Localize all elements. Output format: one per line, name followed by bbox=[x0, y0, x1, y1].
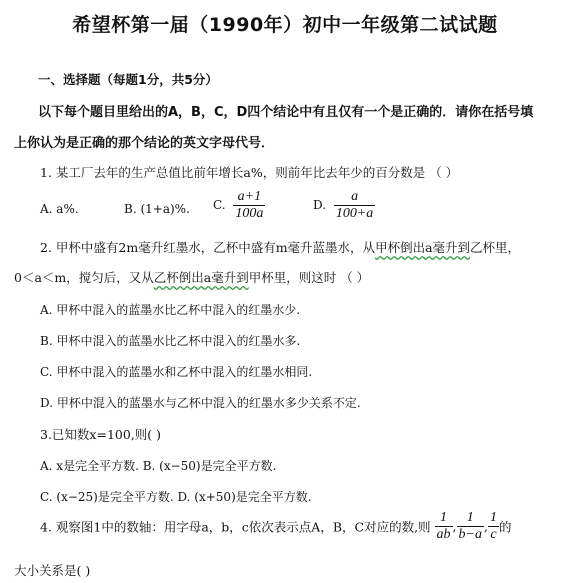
question-3-text: 3.已知数x=100,则( ) bbox=[40, 427, 162, 442]
fraction-denominator: 100+a bbox=[335, 206, 374, 221]
question-1-option-c bbox=[213, 189, 265, 222]
fraction-numerator: a+1 bbox=[237, 189, 262, 204]
fraction-denominator: b−a bbox=[458, 527, 482, 542]
question-1-option-d bbox=[313, 189, 375, 222]
question-1-text: 1. 某工厂去年的生产总值比前年增长a%，则前年比去年少的百分数是 （ ） bbox=[40, 165, 459, 180]
question-3-options-cd: C. (x−25)是完全平方数. D. (x+50)是完全平方数. bbox=[40, 490, 312, 504]
fraction-numerator: 1 bbox=[466, 510, 474, 525]
question-2-option-b: B. 甲杯中混入的蓝墨水比乙杯中混入的红墨水多. bbox=[40, 334, 301, 348]
q2-line2-pre: 0＜a＜m，搅匀后，又从 bbox=[14, 270, 154, 285]
fraction-numerator: a bbox=[351, 189, 359, 204]
option-c-fraction bbox=[233, 189, 265, 222]
q4-fraction-2 bbox=[457, 510, 484, 543]
instructions-line1: 以下每个题目里给出的A，B，C，D四个结论中有且仅有一个是正确的．请你在括号填 bbox=[38, 105, 534, 120]
q2-line2-underlined: 乙杯倒出a毫升到 bbox=[153, 270, 249, 285]
section-heading: 一、选择题（每题1分，共5分） bbox=[38, 72, 218, 87]
fraction-numerator: 1 bbox=[440, 510, 448, 525]
question-2-line1 bbox=[40, 238, 520, 256]
fraction-denominator: ab bbox=[436, 527, 451, 542]
q4-fraction-1 bbox=[435, 510, 453, 543]
fraction-numerator: 1 bbox=[489, 510, 497, 525]
instructions-line2: 上你认为是正确的那个结论的英文字母代号． bbox=[14, 136, 275, 151]
question-3-options-ab: A. x是完全平方数. B. (x−50)是完全平方数. bbox=[40, 459, 277, 473]
q4-text: 4. 观察图1中的数轴：用字母a，b，c依次表示点A，B，C对应的数,则 bbox=[40, 519, 431, 535]
q4-fraction-3 bbox=[488, 510, 499, 543]
question-1-option-a: A. a%. bbox=[40, 202, 79, 216]
question-2-option-c: C. 甲杯中混入的蓝墨水和乙杯中混入的红墨水相同. bbox=[40, 365, 313, 379]
fraction-denominator: 100a bbox=[235, 206, 264, 221]
q4-separator: , bbox=[483, 519, 488, 534]
question-4-line1 bbox=[40, 510, 511, 543]
q2-line1-underlined: 甲杯倒出a毫升到 bbox=[375, 240, 471, 255]
fraction-denominator: c bbox=[488, 526, 499, 543]
option-d-label: D. bbox=[313, 198, 327, 212]
question-2-line2 bbox=[14, 268, 369, 286]
q2-line1-post: 乙杯里， bbox=[470, 240, 521, 255]
question-1-option-b: B. (1+a)%. bbox=[124, 202, 190, 216]
option-c-label: C. bbox=[213, 198, 226, 212]
q4-separator: , bbox=[452, 519, 457, 534]
question-2-option-d: D. 甲杯中混入的蓝墨水与乙杯中混入的红墨水多少关系不定. bbox=[40, 396, 361, 410]
q4-tail: 的 bbox=[498, 519, 512, 535]
question-4-line2: 大小关系是( ) bbox=[14, 563, 91, 578]
question-2-option-a: A. 甲杯中混入的蓝墨水比乙杯中混入的红墨水少. bbox=[40, 303, 301, 317]
page-title: 希望杯第一届（1990年）初中一年级第二试试题 bbox=[72, 14, 498, 36]
option-d-fraction bbox=[334, 189, 375, 222]
q2-line1-pre: 2. 甲杯中盛有2m毫升红墨水，乙杯中盛有m毫升蓝墨水，从 bbox=[40, 240, 376, 255]
q2-line2-post: 甲杯里，则这时 （ ） bbox=[248, 270, 370, 285]
